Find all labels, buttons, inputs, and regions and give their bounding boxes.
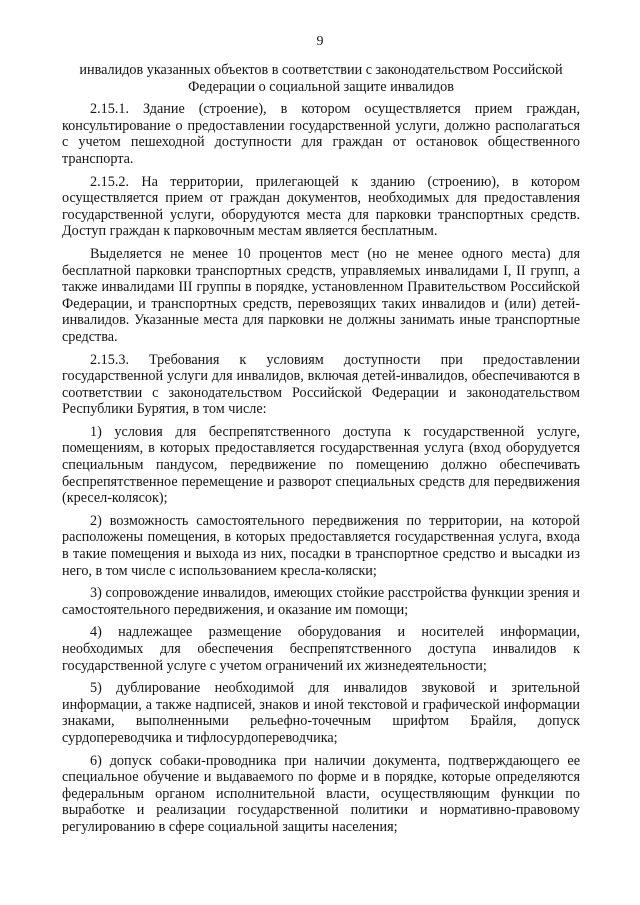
list-item-4: 4) надлежащее размещение оборудования и носителей информации, необходимых для обеспечения беспрепятственного доступа инвалидов к государственной услуге с учетом ограничений их жизнедеятельности; <box>62 624 580 674</box>
list-item-1: 1) условия для беспрепятственного доступа к государственной услуге, помещениям, в которых предоставляется государственная услуга (вход оборудуется специальным пандусом, передвижение по помещению должно обеспечивать беспрепятственное перемещение и разворот специальных средств для передвижения (кресел-колясок); <box>62 423 580 507</box>
page-number: 9 <box>316 34 324 49</box>
list-item-6: 6) допуск собаки-проводника при наличии документа, подтверждающего ее специальное обучение и выдаваемого по форме и в порядке, которые определяются федеральным органом исполнительной власти, осуществляющим функции по выработке и реализации государственной политики и нормативно-правовому регулированию в сфере социальной защиты населения; <box>62 752 580 835</box>
list-item-5: 5) дублирование необходимой для инвалидов звуковой и зрительной информации, а также надписей, знаков и иной текстовой и графической информации знаками, выполненными рельефно-точечным шрифтом Брайля, допуск сурдопереводчика и тифлосурдопереводчика; <box>62 680 580 746</box>
list-item-3: 3) сопровождение инвалидов, имеющих стойкие расстройства функции зрения и самостоятельного передвижения, и оказание им помощи; <box>62 585 580 618</box>
paragraph-2-15-3: 2.15.3. Требования к условиям доступности при предоставлении государственной услуги для инвалидов, включая детей-инвалидов, обеспечиваются в соответствии с законодательством Российской Федерации и законодательством Республики Бурятия, в том числе: <box>62 351 580 418</box>
list-item-2: 2) возможность самостоятельного передвижения по территории, на которой расположены помещения, в которых предоставляется государственная услуга, входа в такие помещения и выхода из них, посадки в транспортное средство и высадки из него, в том числе с использованием кресла-коляски; <box>62 512 580 579</box>
paragraph-2-15-2: 2.15.2. На территории, прилегающей к зданию (строению), в котором осуществляется прием от граждан документов, необходимых для предоставления государственной услуги, оборудуются места для парковки транспортных средств. Доступ граждан к парковочным местам является бесплатным. <box>62 173 580 240</box>
paragraph-parking: Выделяется не менее 10 процентов мест (но не менее одного места) для бесплатной парковки транспортных средств, управляемых инвалидами I, II групп, а также инвалидами III группы в порядке, установленном Правительством Российской Федерации, и транспортных средств, перевозящих таких инвалидов и (или) детей-инвалидов. Указанные места для парковки не должны занимать иные транспортные средства. <box>62 245 580 345</box>
paragraph-continuation: инвалидов указанных объектов в соответствии с законодательством Российской Федерации о социальной защите инвалидов <box>79 62 563 95</box>
paragraph-2-15-1: 2.15.1. Здание (строение), в котором осуществляется прием граждан, консультирование о предоставлении государственной услуги, должно располагаться с учетом пешеходной доступности для граждан от остановок общественного транспорта. <box>62 101 580 167</box>
document-body <box>62 62 580 836</box>
